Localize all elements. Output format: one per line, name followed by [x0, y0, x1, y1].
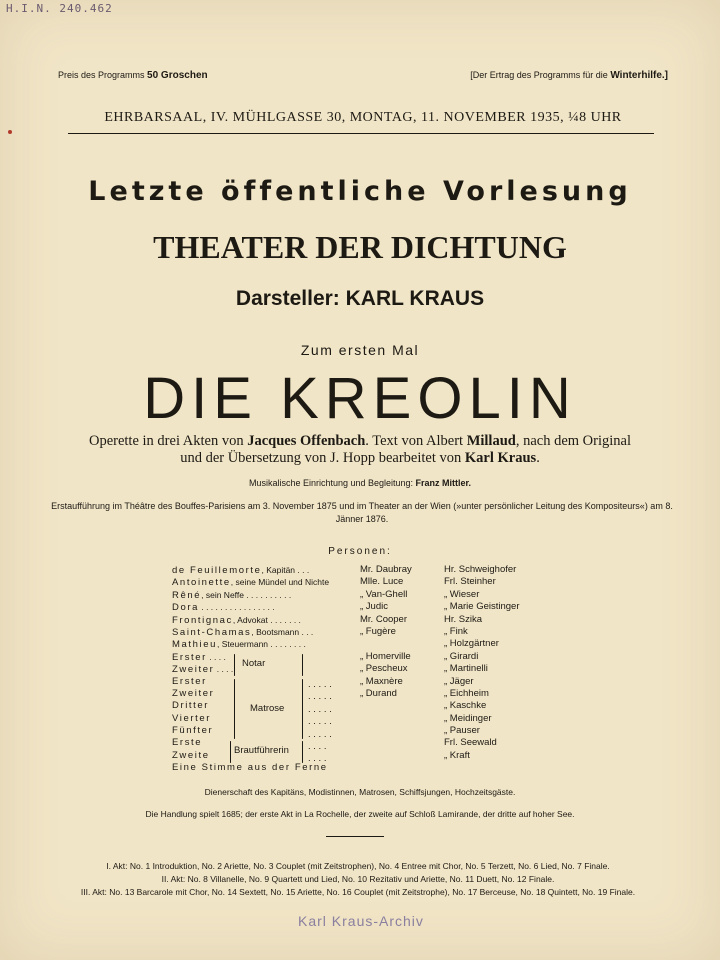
- notar-brace-right: [302, 654, 303, 676]
- performer-line: Darsteller: KARL KRAUS: [235, 287, 485, 310]
- group-label-notar: Notar: [242, 658, 266, 669]
- servants-line: Dienerschaft des Kapitäns, Modistinnen, Matrosen, Schiffsjungen, Hochzeitsgäste.: [204, 787, 516, 797]
- music-credit: Musikalische Einrichtung und Begleitung: Franz Mittler.: [248, 478, 472, 488]
- group-label-braut: Brautführerin: [234, 745, 289, 756]
- cast-row: Zweiter „ Durand „ Eichheim: [172, 687, 489, 699]
- cast-row: Vierter „ Meidinger: [172, 712, 492, 724]
- act-line: III. Akt: No. 13 Barcarole mit Chor, No. 14 Sextett, No. 15 Ariette, No. 16 Couplet (mit Zeitstrophe), No. 17 Berceuse, No. 18 Quintett, No. 19 Finale.: [80, 887, 636, 897]
- cast-row: Erster . . . . „ Homerville „ Girardi: [172, 650, 479, 663]
- work-title: DIE KREOLIN: [143, 366, 577, 431]
- red-ink-dot: [8, 130, 12, 134]
- cast-row: Rêné, sein Neffe . . . . . . . . . . „ Van-Ghell „ Wieser: [172, 588, 480, 601]
- cast-row: Dritter „ Kaschke: [172, 700, 487, 712]
- cast-row: Erste Frl. Seewald: [172, 737, 497, 749]
- cast-row: Frontignac, Advokat . . . . . . . Mr. Cooper Hr. Szika: [172, 613, 483, 626]
- cast-row: Saint-Chamas, Bootsmann . . . „ Fugère „ Fink: [172, 625, 468, 638]
- archive-stamp: Karl Kraus-Archiv: [298, 913, 424, 929]
- series-title: THEATER DER DICHTUNG: [153, 229, 567, 265]
- venue-line: EHRBARSAAL, IV. MÜHLGASSE 30, MONTAG, 11. NOVEMBER 1935, ¼8 UHR: [104, 110, 622, 125]
- notar-brace: [234, 654, 235, 676]
- section-rule: [326, 836, 384, 837]
- matrose-brace: [234, 679, 235, 739]
- setting-line: Die Handlung spielt 1685; der erste Akt in La Rochelle, der zweite auf Schloß Lamirande, der dritte auf hoher See.: [145, 809, 575, 819]
- archive-id: H.I.N. 240.462: [6, 2, 113, 15]
- cast-row: Zweiter . . . . „ Pescheux „ Martinelli: [172, 663, 488, 676]
- header-rule: [68, 133, 654, 134]
- cast-row: Fünfter „ Pauser: [172, 725, 480, 737]
- act-line: II. Akt: No. 8 Villanelle, No. 9 Quartett und Lied, No. 10 Rezitativ und Ariette, No. 11 Duett, No. 12 Finale.: [161, 874, 555, 884]
- group-label-matrose: Matrose: [250, 703, 285, 714]
- price-note: Preis des Programms 50 Groschen: [58, 70, 208, 81]
- cast-row: Eine Stimme aus der Ferne: [172, 762, 328, 774]
- cast-row: Antoinette, seine Mündel und Nichte Mlle. Luce Frl. Steinher: [172, 576, 496, 589]
- cast-row: Zweite „ Kraft: [172, 749, 470, 761]
- matrose-dots: . . . . . . . . . . . . . . . . . . . . . . . . .: [308, 679, 332, 740]
- cast-heading: Personen:: [328, 546, 392, 557]
- top-line: [58, 70, 668, 86]
- headline: Letzte öffentliche Vorlesung: [88, 176, 632, 207]
- cast-list: [172, 564, 572, 775]
- braut-brace-right: [302, 741, 303, 763]
- act-line: I. Akt: No. 1 Introduktion, No. 2 Ariette, No. 3 Couplet (mit Zeitstrophen), No. 4 Entree mit Chor, No. 5 Terzett, No. 6 Lied, No. 7 Finale.: [106, 861, 610, 871]
- cast-row: Mathieu, Steuermann . . . . . . . . „ Holzgärtner: [172, 638, 499, 651]
- cast-row: de Feuillemorte, Kapitän . . . Mr. Daubray Hr. Schweighofer: [172, 564, 517, 576]
- braut-dots: . . . . . . . .: [308, 741, 327, 765]
- proceeds-note: [Der Ertrag des Programms für die Winterhilfe.]: [470, 70, 668, 81]
- work-subtitle: Operette in drei Akten von Jacques Offenbach. Text von Albert Millaud, nach dem Original und der Übersetzung von J. Hopp bearbeitet von Karl Kraus.: [88, 433, 632, 466]
- first-time-note: Zum ersten Mal: [300, 342, 420, 358]
- matrose-brace-right: [302, 679, 303, 739]
- acts-list: [52, 860, 664, 899]
- cast-row: Erster „ Maxnère „ Jäger: [172, 675, 474, 687]
- premiere-note: Erstaufführung im Théâtre des Bouffes-Parisiens am 3. November 1875 und im Theater an der Wien (»unter persönlicher Leitung des Kompositeurs«) am 8. Jänner 1876.: [51, 501, 673, 524]
- cast-row: Dora . . . . . . . . . . . . . . . . „ Judic „ Marie Geistinger: [172, 601, 520, 614]
- braut-brace: [230, 741, 231, 763]
